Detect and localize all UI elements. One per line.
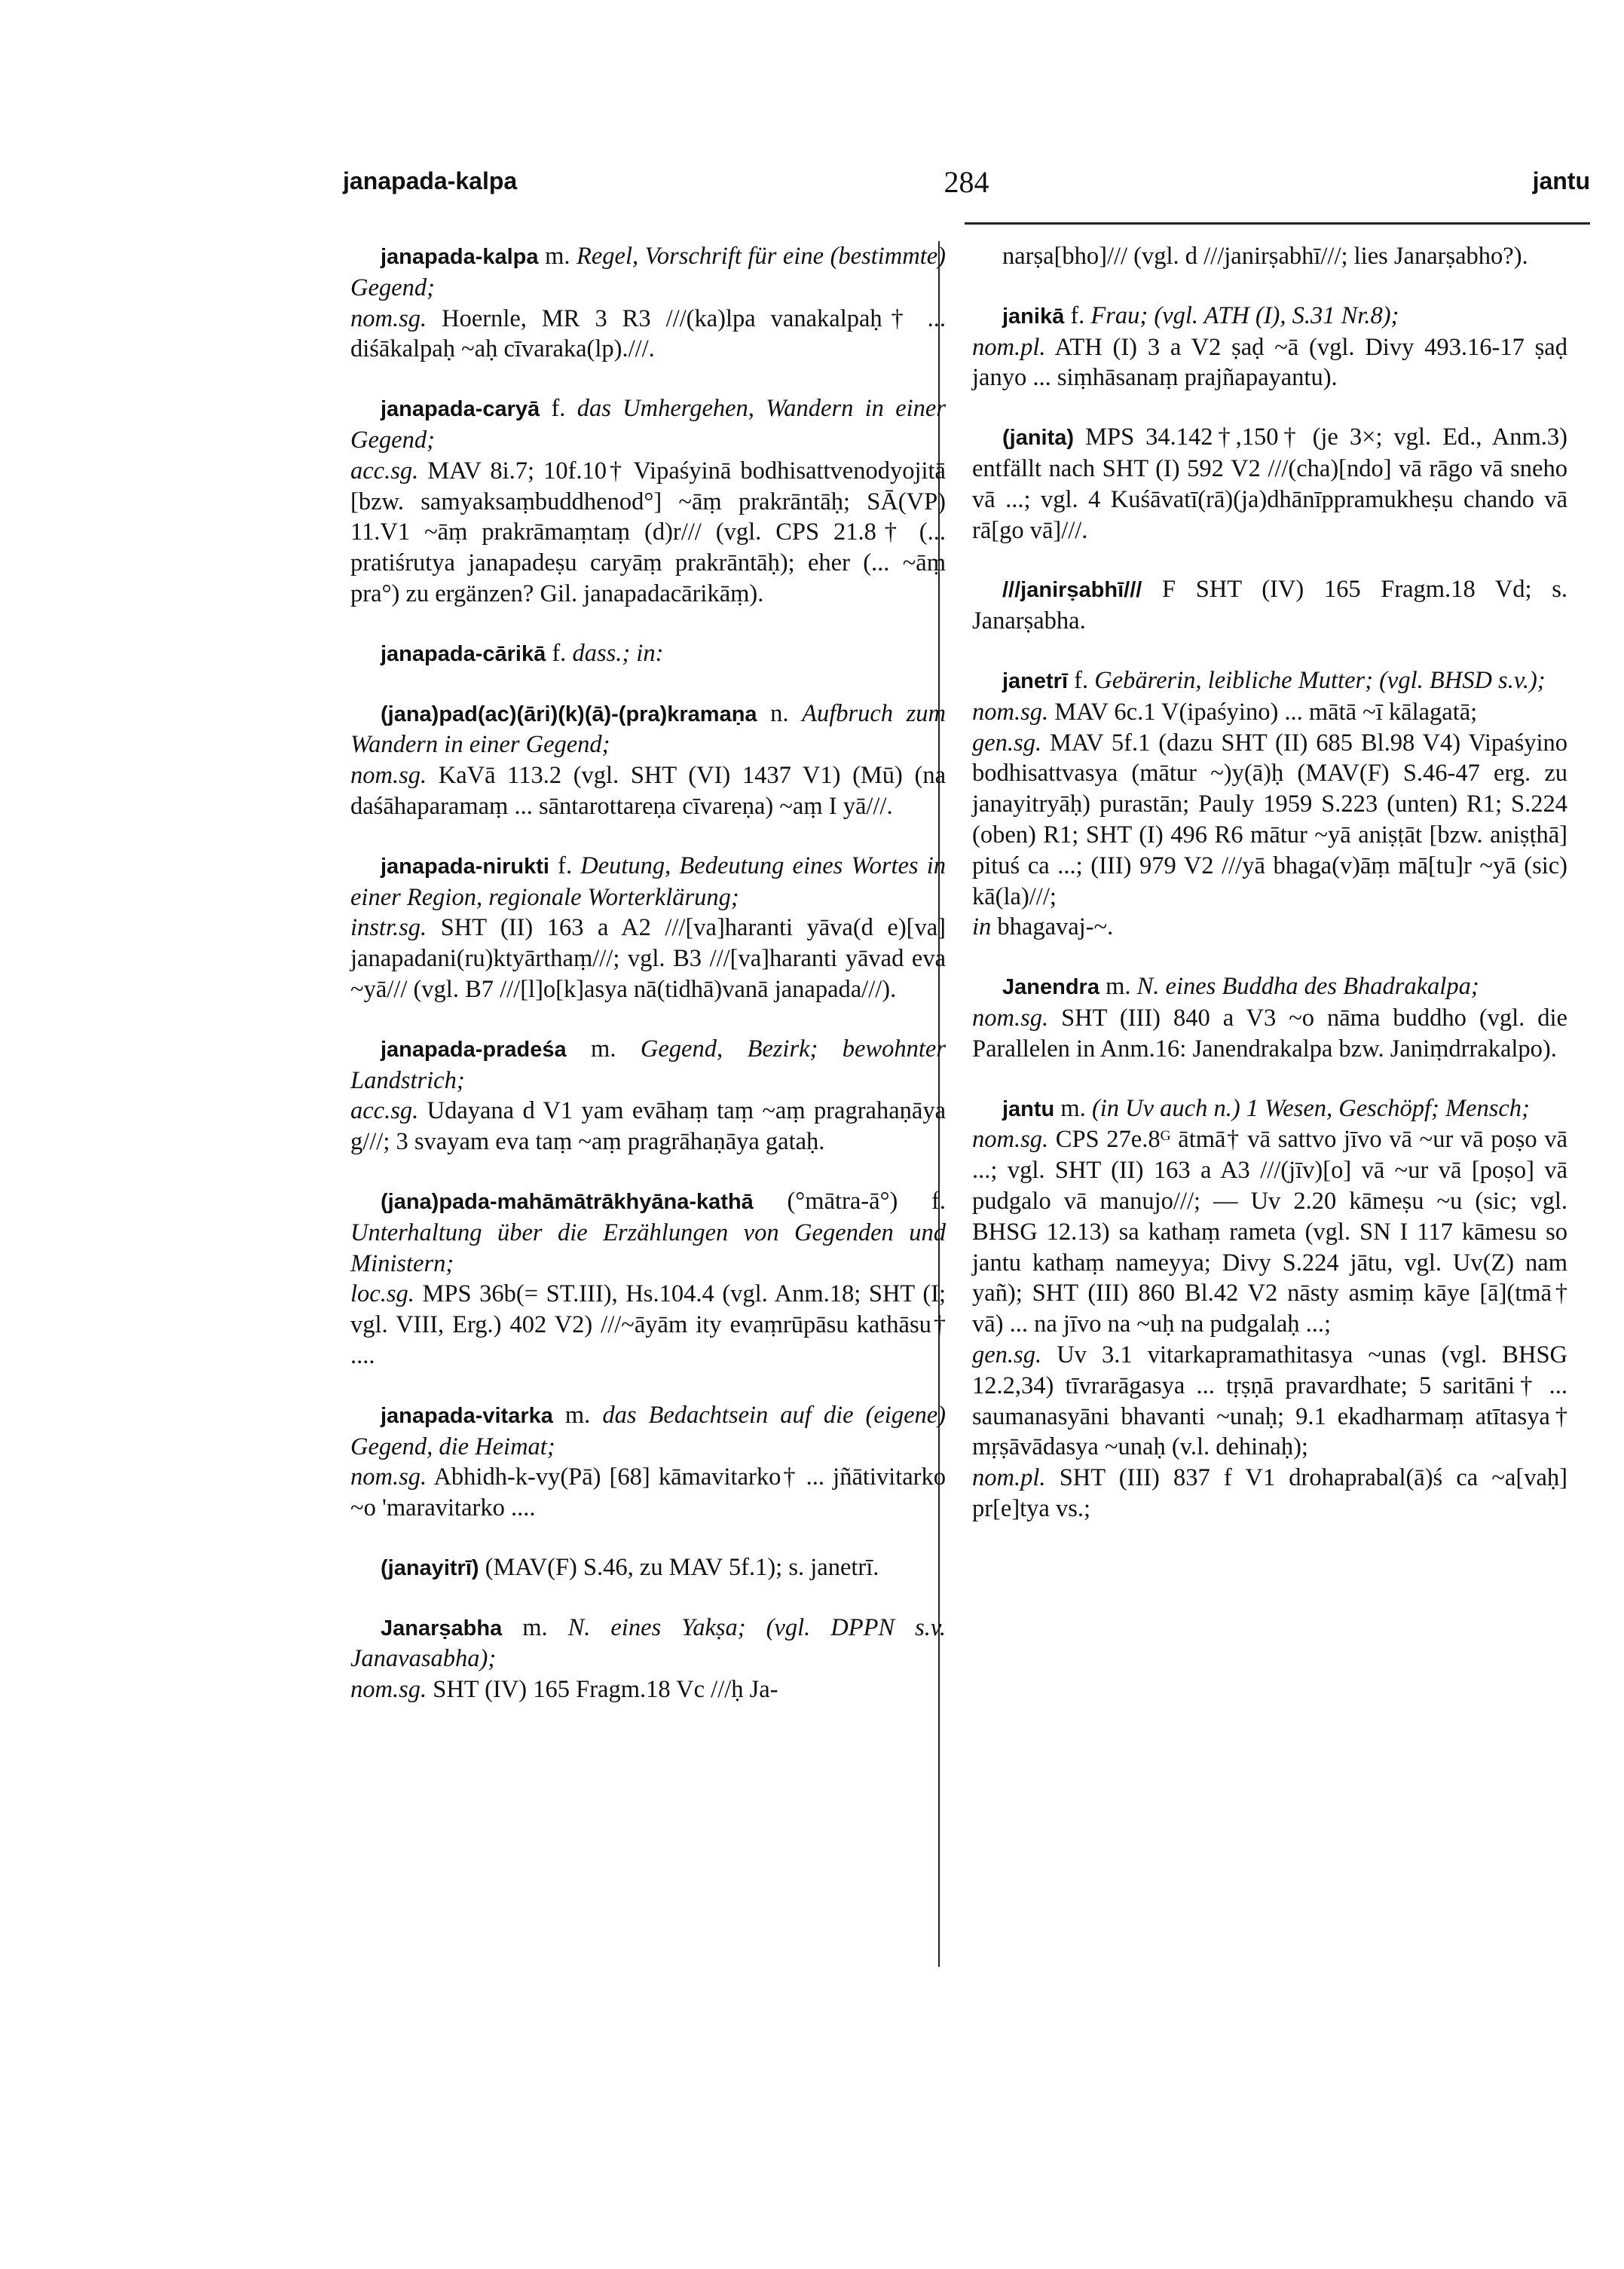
citation-case: nom.sg. xyxy=(350,304,427,332)
entry-head xyxy=(350,699,946,761)
entry-lemma: janikā xyxy=(1002,304,1065,329)
entry-grammar: f. xyxy=(549,852,581,879)
entry-citation xyxy=(972,912,1567,943)
dictionary-entry xyxy=(972,241,1567,272)
citation-text: CPS 27e.8ᴳ ātmā† vā sattvo jīvo vā ~ur vā poṣo vā ...; vgl. SHT (II) 163 a A3 ///(jīv)[o] vā ~ur vā [poṣo] vā pudgalo vā manujo///; — Uv 2.20 kāmeṣu ~u (sic; vgl. BHSG 12.13) sa kathaṃ rameta (vgl. SN I 117 kāmesu so jantu kathaṃ nameyya; Divy S.224 jātu, vgl. Uv(Z) nam yañ); SHT (III) 860 Bl.42 V2 nāsty asmiṃ kāye [ā](tmā† vā) ... na jīvo na ~uḥ na pudgalaḥ ...; xyxy=(972,1126,1567,1338)
citation-case: nom.pl. xyxy=(972,333,1046,361)
entry-head xyxy=(350,1034,946,1096)
entry-definition: Unterhaltung über die Erzählungen von Gegenden und Ministern; xyxy=(350,1219,946,1277)
citation-case: nom.sg. xyxy=(350,762,427,790)
dictionary-entry xyxy=(350,699,946,822)
entry-head xyxy=(350,851,946,913)
dictionary-entry xyxy=(972,971,1567,1064)
entry-lemma: janapada-vitarka xyxy=(381,1403,553,1428)
entry-citation xyxy=(350,1279,946,1371)
citation-case: gen.sg. xyxy=(972,1341,1042,1368)
header-rule xyxy=(965,222,1590,225)
dictionary-entry xyxy=(972,574,1567,637)
page-header xyxy=(343,167,1590,213)
dictionary-entry xyxy=(350,393,946,610)
page-number: 284 xyxy=(944,165,989,199)
dictionary-entry xyxy=(972,301,1567,393)
dictionary-entry xyxy=(350,851,946,1005)
citation-text: Udayana d V1 yam evāhaṃ taṃ ~aṃ pragrahaṇāya g///; 3 svayam eva taṃ ~aṃ pragrāhaṇāya gataḥ. xyxy=(350,1097,946,1156)
entry-citation xyxy=(972,1340,1567,1463)
citation-case: loc.sg. xyxy=(350,1280,414,1308)
citation-case: acc.sg. xyxy=(350,1097,419,1125)
entry-citation xyxy=(972,1003,1567,1065)
entry-citation xyxy=(350,1096,946,1157)
entry-grammar: (MAV(F) S.46, zu MAV 5f.1); s. janetrī. xyxy=(479,1553,879,1581)
left-column xyxy=(350,241,946,1734)
entry-lemma: (jana)pada-mahāmātrākhyāna-kathā xyxy=(381,1189,754,1214)
entry-head xyxy=(972,301,1567,332)
entry-definition: Aufbruch zum Wandern in einer Gegend; xyxy=(350,699,946,759)
citation-case: nom.sg. xyxy=(972,698,1049,726)
entry-definition: N. eines Buddha des Bhadrakalpa; xyxy=(1136,973,1479,1001)
citation-text: Abhidh-k-vy(Pā) [68] kāmavitarko† ... jñātivitarko ~o 'maravitarko .... xyxy=(350,1463,946,1522)
citation-case: acc.sg. xyxy=(350,457,419,485)
entry-citation xyxy=(350,304,946,365)
citation-text: SHT (III) 840 a V3 ~o nāma buddho (vgl. die Parallelen in Anm.16: Janendrakalpa bzw. Janiṃdrrakalpo). xyxy=(972,1004,1567,1063)
entry-head xyxy=(350,1186,946,1279)
entry-lemma: janapada-pradeśa xyxy=(381,1037,567,1062)
citation-case: nom.sg. xyxy=(350,1676,427,1704)
entry-definition: Gebärerin, leibliche Mutter; (vgl. BHSD s.v.); xyxy=(1094,666,1546,694)
entry-head xyxy=(350,1552,946,1584)
entry-grammar: m. xyxy=(538,243,577,270)
dictionary-entry xyxy=(350,241,946,365)
entry-citation xyxy=(350,913,946,1005)
entry-definition: Regel, Vorschrift für eine (bestimmte) Gegend; xyxy=(350,243,947,301)
citation-case: nom.sg. xyxy=(972,1126,1049,1154)
citation-text: MAV 5f.1 (dazu SHT (II) 685 Bl.98 V4) Vipaśyino bodhisattvasya (mātur ~)y(ā)ḥ (MAV(F) S.46-47 erg. zu janayitryāḥ) purastān; Pauly 1959 S.223 (unten) R1; S.224 (oben) R1; SHT (I) 496 R6 mātur ~yā aniṣṭāt [bzw. aniṣṭhā] pituś ca ...; (III) 979 V2 ///yā bhaga(v)āṃ mā[tu]r ~yā (sic) kā(la)///; xyxy=(972,729,1567,910)
entry-grammar: m. xyxy=(1054,1094,1092,1122)
entry-citation xyxy=(350,1674,946,1705)
citation-text: SHT (III) 837 f V1 drohaprabal(ā)ś ca ~a[vaḥ] pr[e]tya vs.; xyxy=(972,1464,1567,1522)
entry-lemma: Janarṣabha xyxy=(381,1616,503,1641)
entry-citation xyxy=(350,1462,946,1524)
entry-grammar: n. xyxy=(757,699,803,727)
dictionary-entry xyxy=(350,1186,946,1371)
entry-head xyxy=(350,638,946,670)
citation-text: MAV 8i.7; 10f.10† Vipaśyinā bodhisattvenodyojitā [bzw. samyaksaṃbuddhenod°] ~āṃ prakrāntāḥ; SĀ(VP) 11.V1 ~āṃ prakrāmaṃtaṃ (d)r/// (vgl. CPS 21.8† (... pratiśrutya janapadeṣu caryāṃ prakrāntāḥ); eher (... ~āṃ pra°) zu ergänzen? Gil. janapadacārikāṃ). xyxy=(350,457,946,607)
entry-grammar: (°mātra-ā°) f. xyxy=(753,1187,946,1215)
entry-head xyxy=(972,1093,1567,1125)
entry-definition: das Bedachtsein auf die (eigene) Gegend, die Heimat; xyxy=(350,1401,946,1460)
dictionary-entry xyxy=(350,1400,946,1524)
citation-case: instr.sg. xyxy=(350,914,427,942)
entry-head xyxy=(350,393,946,456)
entry-grammar: m. xyxy=(566,1035,641,1063)
entry-lemma: (jana)pad(ac)(āri)(k)(ā)-(pra)kramaṇa xyxy=(381,702,757,726)
dictionary-entry xyxy=(350,638,946,670)
entry-lemma: janapada-cārikā xyxy=(381,641,546,666)
citation-case: nom.sg. xyxy=(972,1004,1049,1032)
entry-definition: (in Uv auch n.) 1 Wesen, Geschöpf; Mensch; xyxy=(1091,1094,1530,1122)
running-head-left: janapada-kalpa xyxy=(343,167,518,194)
entry-lemma: janapada-kalpa xyxy=(381,245,539,269)
entry-lemma: ///janirṣabhī/// xyxy=(1002,578,1142,603)
entry-definition: Deutung, Bedeutung eines Wortes in einer Region, regionale Worterklärung; xyxy=(350,852,946,911)
entry-lemma: Janendra xyxy=(1002,975,1099,1000)
entry-lemma: (janita) xyxy=(1002,426,1075,451)
entry-definition: Frau; (vgl. ATH (I), S.31 Nr.8); xyxy=(1090,301,1399,329)
entry-grammar: narṣa[bho]/// (vgl. d ///janirṣabhī///; lies Janarṣabho?). xyxy=(1002,243,1528,270)
entry-definition: dass.; in: xyxy=(572,639,664,667)
citation-case: gen.sg. xyxy=(972,729,1042,757)
entry-lemma: janapada-nirukti xyxy=(381,854,549,879)
entry-lemma: janapada-caryā xyxy=(381,397,540,422)
dictionary-entry xyxy=(972,422,1567,546)
citation-text: MPS 36b(= ST.III), Hs.104.4 (vgl. Anm.18; SHT (I; vgl. VIII, Erg.) 402 V2) ///~āyām ity evaṃrūpāsu kathāsu† .... xyxy=(350,1280,946,1369)
entry-grammar: f. xyxy=(1068,666,1095,694)
entry-grammar: m. xyxy=(502,1613,568,1641)
entry-head xyxy=(972,971,1567,1003)
entry-grammar: f. xyxy=(1064,301,1091,329)
citation-text: bhagavaj-~. xyxy=(991,913,1114,941)
dictionary-entry xyxy=(972,1093,1567,1524)
entry-citation xyxy=(972,332,1567,394)
entry-head xyxy=(972,241,1567,272)
running-head-right: jantu xyxy=(1532,167,1590,194)
entry-lemma: jantu xyxy=(1002,1096,1055,1121)
entry-head xyxy=(350,1400,946,1463)
citation-text: SHT (IV) 165 Fragm.18 Vc ///ḥ Ja- xyxy=(427,1676,778,1704)
entry-citation xyxy=(972,1463,1567,1524)
entry-lemma: janetrī xyxy=(1002,668,1069,693)
entry-definition: das Umhergehen, Wandern in einer Gegend; xyxy=(350,395,946,454)
entry-citation xyxy=(350,456,946,610)
entry-grammar: f. xyxy=(540,395,577,423)
citation-text: KaVā 113.2 (vgl. SHT (VI) 1437 V1) (Mū) (na daśāhaparamaṃ ... sāntarottareṇa cīvareṇa) ~aṃ I yā///. xyxy=(350,762,946,820)
entry-grammar: MPS 34.142†,150† (je 3×; vgl. Ed., Anm.3) entfällt nach SHT (I) 592 V2 ///(cha)[ndo] vā rāgo vā sneho vā ...; vgl. 4 Kuśāvatī(rā)(ja)dhānīppramukheṣu chando vā rā[go vā]///. xyxy=(972,424,1567,544)
citation-text: MAV 6c.1 V(ipaśyino) ... mātā ~ī kālagatā; xyxy=(1048,698,1478,726)
citation-text: Uv 3.1 vitarkapramathitasya ~unas (vgl. BHSG 12.2,34) tīvrarāgasya ... tṛṣṇā pravardhate; 5 saritāni† ... saumanasyāni bhavanti ~unaḥ; 9.1 ekadharmaṃ atītasya† mṛṣāvādasya ~unaḥ (v.l. dehinaḥ); xyxy=(972,1341,1567,1461)
dictionary-entry xyxy=(350,1613,946,1705)
citation-case: nom.sg. xyxy=(350,1463,427,1491)
entry-citation xyxy=(972,697,1567,728)
entry-definition: Gegend, Bezirk; bewohnter Landstrich; xyxy=(350,1035,946,1094)
dictionary-entry xyxy=(972,665,1567,943)
citation-text: Hoernle, MR 3 R3 ///(ka)lpa vanakalpaḥ† ... diśākalpaḥ ~aḥ cīvaraka(lp).///. xyxy=(350,304,946,363)
entry-grammar: f. xyxy=(546,639,573,667)
citation-text: SHT (II) 163 a A2 ///[va]haranti yāva(d e)[va] janapadani(ru)ktyārthaṃ///; vgl. B3 ///[va]haranti yāvad eva ~yā/// (vgl. B7 ///[l]o[k]asya nā(tidhā)vanā janapada///). xyxy=(350,914,946,1003)
entry-lemma: (janayitrī) xyxy=(381,1555,479,1580)
entry-head xyxy=(972,665,1567,697)
entry-head xyxy=(350,1613,946,1675)
citation-text: ATH (I) 3 a V2 ṣaḍ ~ā (vgl. Divy 493.16-17 ṣaḍ janyo ... siṃhāsanaṃ prajñapayantu). xyxy=(972,333,1567,392)
entry-grammar: F SHT (IV) 165 Fragm.18 Vd; s. Janarṣabha. xyxy=(972,576,1567,635)
entry-head xyxy=(350,241,946,304)
entry-citation xyxy=(972,1124,1567,1340)
citation-case: in xyxy=(972,913,992,941)
entry-citation xyxy=(350,760,946,822)
dictionary-entry xyxy=(350,1034,946,1157)
entry-head xyxy=(972,422,1567,546)
dictionary-entry xyxy=(350,1552,946,1584)
entry-grammar: m. xyxy=(1099,973,1137,1001)
entry-definition: N. eines Yakṣa; (vgl. DPPN s.v. Janavasabha); xyxy=(350,1613,947,1673)
entry-head xyxy=(972,574,1567,637)
right-column xyxy=(972,241,1567,1553)
entry-grammar: m. xyxy=(552,1401,603,1429)
entry-citation xyxy=(972,728,1567,913)
citation-case: nom.pl. xyxy=(972,1464,1046,1492)
